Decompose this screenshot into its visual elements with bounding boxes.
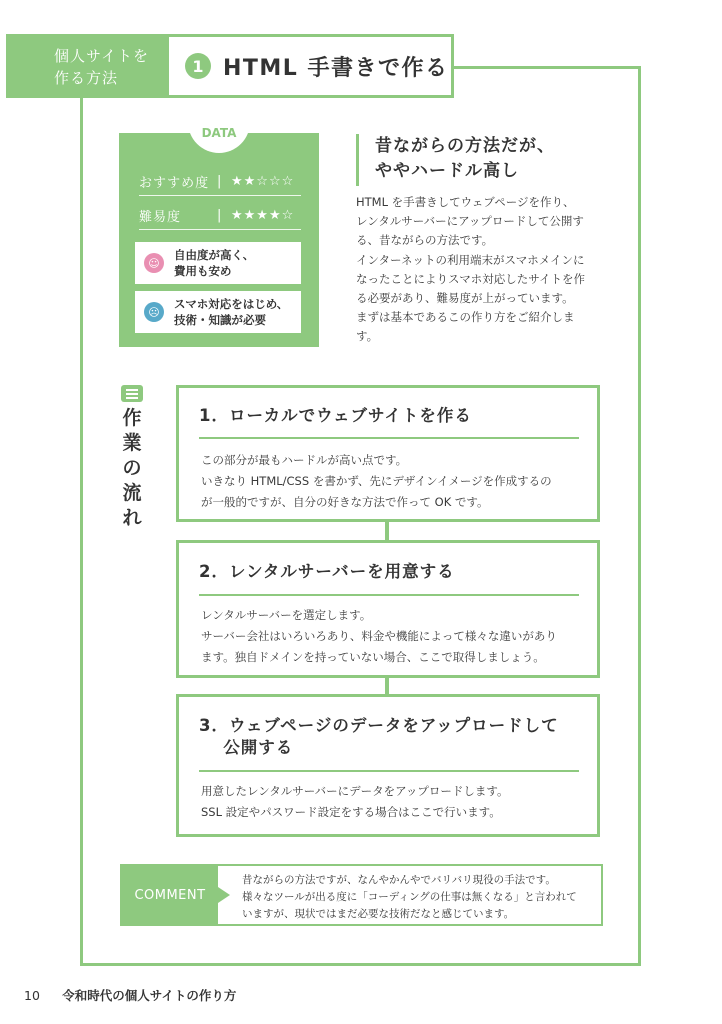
note-text bbox=[174, 247, 254, 279]
flow-label bbox=[120, 406, 144, 531]
step-card bbox=[176, 540, 600, 678]
intro-heading-line: ややハードル高し bbox=[375, 161, 519, 181]
smile-face-icon: ☺ bbox=[144, 253, 164, 273]
step-card bbox=[176, 694, 600, 837]
page-title bbox=[166, 34, 454, 98]
comment-line: 様々なツールが出る度に「コーディングの仕事は無くなる」と言われて bbox=[242, 891, 577, 903]
step-body bbox=[201, 450, 552, 513]
book-title: 令和時代の個人サイトの作り方 bbox=[62, 988, 237, 1003]
row-separator: | bbox=[217, 207, 222, 223]
intro-line: す。 bbox=[356, 329, 379, 344]
step-title bbox=[199, 715, 559, 759]
note-text bbox=[174, 296, 288, 328]
intro-body bbox=[356, 193, 606, 347]
page-number: 10 bbox=[24, 988, 40, 1003]
intro-line: る必要があり、難易度が上がっています。 bbox=[356, 291, 574, 306]
step-body-line: SSL 設定やパスワード設定をする場合はここで行います。 bbox=[201, 805, 501, 819]
step-title bbox=[199, 405, 472, 427]
step-divider bbox=[199, 594, 579, 596]
step-title-line: 1．ローカルでウェブサイトを作る bbox=[199, 406, 472, 425]
con-note bbox=[135, 291, 301, 333]
step-title bbox=[199, 561, 455, 583]
pro-note bbox=[135, 242, 301, 284]
row-separator: | bbox=[217, 173, 222, 189]
step-divider bbox=[199, 770, 579, 772]
step-body-line: いきなり HTML/CSS を書かず、先にデザインイメージを作成するの bbox=[201, 474, 552, 488]
star-rating: ★★☆☆☆ bbox=[231, 173, 295, 189]
star-rating: ★★★★☆ bbox=[231, 207, 295, 223]
step-connector bbox=[385, 520, 389, 542]
page-title-text: HTML 手書きで作る bbox=[223, 55, 449, 81]
step-card bbox=[176, 385, 600, 522]
section-tag-line: 個人サイトを bbox=[54, 47, 149, 65]
step-body bbox=[201, 605, 557, 668]
note-line: スマホ対応をはじめ、 bbox=[174, 297, 289, 311]
intro-heading bbox=[356, 134, 555, 186]
section-tag-line: 作る方法 bbox=[54, 69, 119, 87]
comment-label: COMMENT bbox=[122, 866, 218, 924]
row-label: おすすめ度 bbox=[139, 175, 210, 191]
step-divider bbox=[199, 437, 579, 439]
data-card bbox=[119, 126, 319, 347]
flow-label-char: の bbox=[122, 457, 142, 479]
step-title-line: 2．レンタルサーバーを用意する bbox=[199, 562, 455, 581]
section-number-badge: 1 bbox=[185, 53, 211, 79]
note-line: 費用も安め bbox=[174, 264, 232, 278]
step-body-line: レンタルサーバーを選定します。 bbox=[201, 608, 372, 622]
comment-arrow bbox=[218, 887, 230, 903]
row-label: 難易度 bbox=[139, 209, 182, 225]
step-body-line: ます。独自ドメインを持っていない場合、ここで取得しましょう。 bbox=[201, 650, 545, 664]
intro-line: なったことによりスマホ対応したサイトを作 bbox=[356, 271, 585, 286]
comment-line: いますが、現状ではまだ必要な技術だなと感じています。 bbox=[242, 908, 515, 920]
recommendation-row bbox=[139, 167, 301, 196]
intro-line: レンタルサーバーにアップロードして公開す bbox=[356, 214, 584, 229]
step-title-line: 公開する bbox=[199, 738, 294, 757]
step-body-line: が一般的ですが、自分の好きな方法で作って OK です。 bbox=[201, 495, 489, 509]
step-body-line: この部分が最もハードルが高い点です。 bbox=[201, 453, 408, 467]
step-body bbox=[201, 781, 508, 823]
comment-box bbox=[120, 864, 603, 926]
intro-heading-line: 昔ながらの方法だが、 bbox=[375, 136, 555, 156]
note-line: 自由度が高く、 bbox=[174, 248, 255, 262]
step-body-line: サーバー会社はいろいろあり、料金や機能によって様々な違いがあり bbox=[201, 629, 557, 643]
sad-face-icon: ☹ bbox=[144, 302, 164, 322]
step-body-line: 用意したレンタルサーバーにデータをアップロードします。 bbox=[201, 784, 509, 798]
comment-line: 昔ながらの方法ですが、なんやかんやでバリバリ現役の手法です。 bbox=[242, 874, 556, 886]
intro-line: インターネットの利用端末がスマホメインに bbox=[356, 252, 585, 267]
flow-label-char: れ bbox=[122, 507, 142, 529]
flow-label-char: 作 bbox=[122, 407, 142, 429]
difficulty-row bbox=[139, 201, 301, 230]
intro-line: まずは基本であるこの作り方をご紹介しま bbox=[356, 310, 575, 325]
section-tag bbox=[6, 34, 166, 98]
step-title-line: 3．ウェブページのデータをアップロードして bbox=[199, 716, 559, 735]
flow-label-char: 流 bbox=[122, 482, 142, 504]
list-icon bbox=[121, 385, 143, 402]
page-footer bbox=[24, 986, 236, 1004]
note-line: 技術・知識が必要 bbox=[174, 313, 266, 327]
comment-text bbox=[242, 872, 577, 923]
data-tab: DATA bbox=[188, 119, 250, 153]
step-connector bbox=[385, 676, 389, 696]
intro-line: る、昔ながらの方法です。 bbox=[356, 233, 494, 248]
intro-line: HTML を手書きしてウェブページを作り、 bbox=[356, 195, 575, 209]
flow-label-char: 業 bbox=[122, 432, 142, 454]
